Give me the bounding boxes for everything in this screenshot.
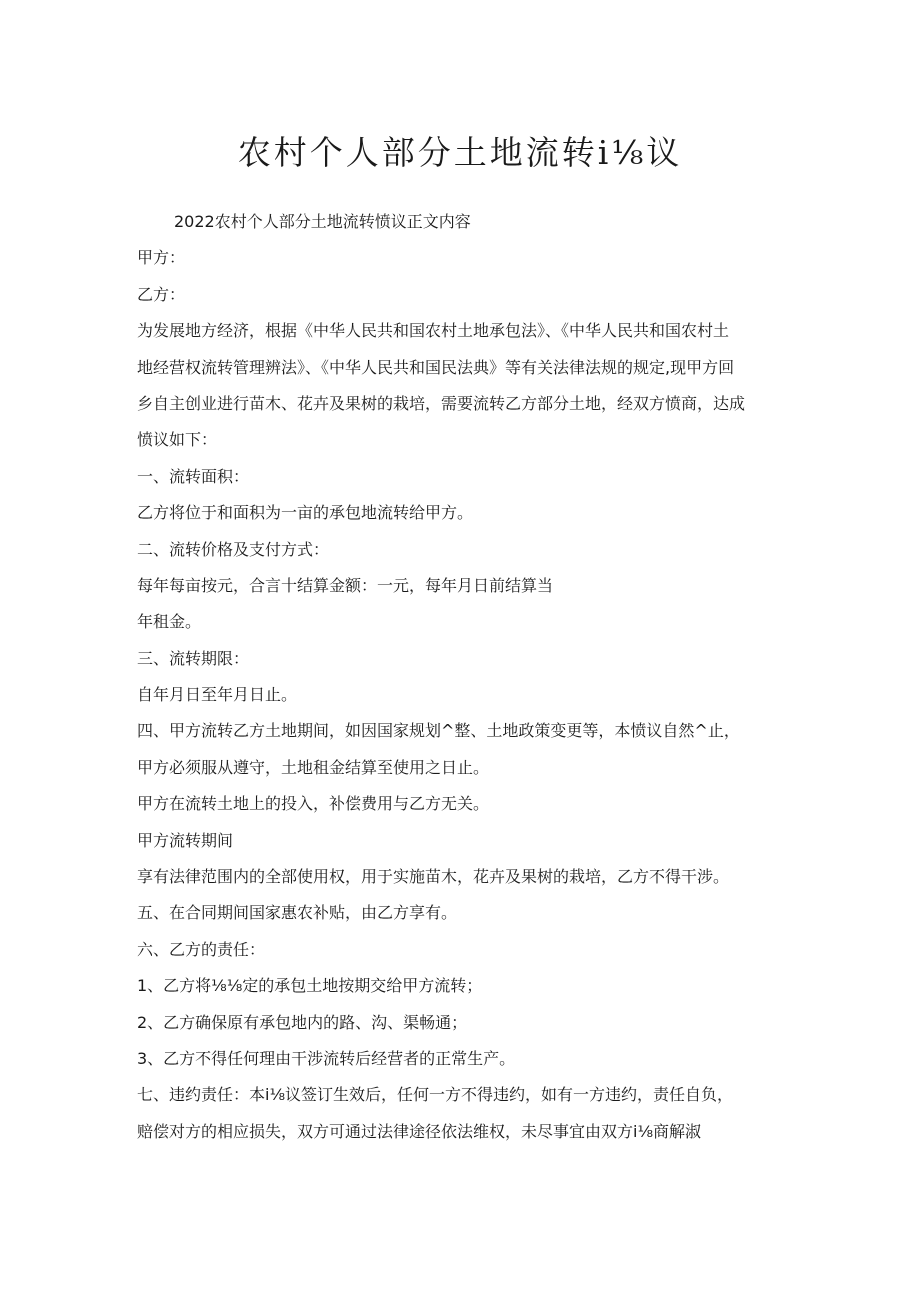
section-6-heading: 六、乙方的责任：	[137, 939, 266, 959]
preamble-line-2: 地经营权流转管理辨法》、《中华人民共和国民法典》等有关法律法规的规定,现甲方回	[137, 357, 735, 377]
section-6-item-1: 1、乙方将⅛⅛定的承包土地按期交给甲方流转；	[137, 976, 483, 996]
preamble-line-3: 乡自主创业进行苗木、花卉及果树的栽培，需要流转乙方部分土地，经双方愤商，达成	[137, 393, 746, 413]
section-6-item-2: 2、乙方确保原有承包地内的路、沟、渠畅通；	[137, 1012, 468, 1032]
party-b-line: 乙方：	[137, 284, 186, 304]
section-7-text-1: 七、违约责任：本i⅛议签订生效后，任何一方不得违约，如有一方违约，责任自负，	[137, 1085, 733, 1105]
section-6-item-3: 3、乙方不得任何理由干涉流转后经营者的正常生产。	[137, 1048, 516, 1068]
section-1-text: 乙方将位于和面积为一亩的承包地流转给甲方。	[137, 503, 474, 523]
section-4-text-4: 甲方流转期间	[137, 830, 234, 850]
section-1-heading: 一、流转面积：	[137, 466, 250, 486]
party-a-line: 甲方：	[137, 248, 186, 268]
document-body	[137, 204, 787, 1150]
subtitle-line: 2022农村个人部分土地流转愤议正文内容	[174, 212, 471, 231]
section-2-text-1: 每年每亩按元，合言十结算金额：一元，每年月日前结算当	[137, 575, 554, 595]
section-7-text-2: 赔偿对方的相应损失，双方可通过法律途径依法维权，未尽事宜由双方i⅛商解淑	[137, 1121, 701, 1141]
section-4-text-5: 享有法律范围内的全部使用权，用于实施苗木，花卉及果树的栽培，乙方不得干涉。	[137, 867, 730, 887]
section-2-text-2: 年租金。	[137, 612, 202, 632]
section-4-text-1: 四、甲方流转乙方土地期间，如因国家规划^整、土地政策变更等，本愤议自然^止，	[137, 721, 740, 741]
document-title: 农村个人部分土地流转i⅛议	[237, 133, 683, 172]
preamble-line-1: 为发展地方经济，根据《中华人民共和国农村土地承包法》、《中华人民共和国农村土	[137, 321, 730, 341]
section-3-heading: 三、流转期限：	[137, 648, 250, 668]
section-3-text: 自年月日至年月日止。	[137, 685, 298, 705]
section-4-text-2: 甲方必须服从遵守，土地租金结算至使用之日止。	[137, 757, 490, 777]
preamble-line-4: 愤议如下：	[137, 430, 218, 450]
section-4-text-3: 甲方在流转土地上的投入，补偿费用与乙方无关。	[137, 794, 490, 814]
section-5-text: 五、在合同期间国家惠农补贴，由乙方享有。	[137, 903, 458, 923]
section-2-heading: 二、流转价格及支付方式：	[137, 539, 330, 559]
